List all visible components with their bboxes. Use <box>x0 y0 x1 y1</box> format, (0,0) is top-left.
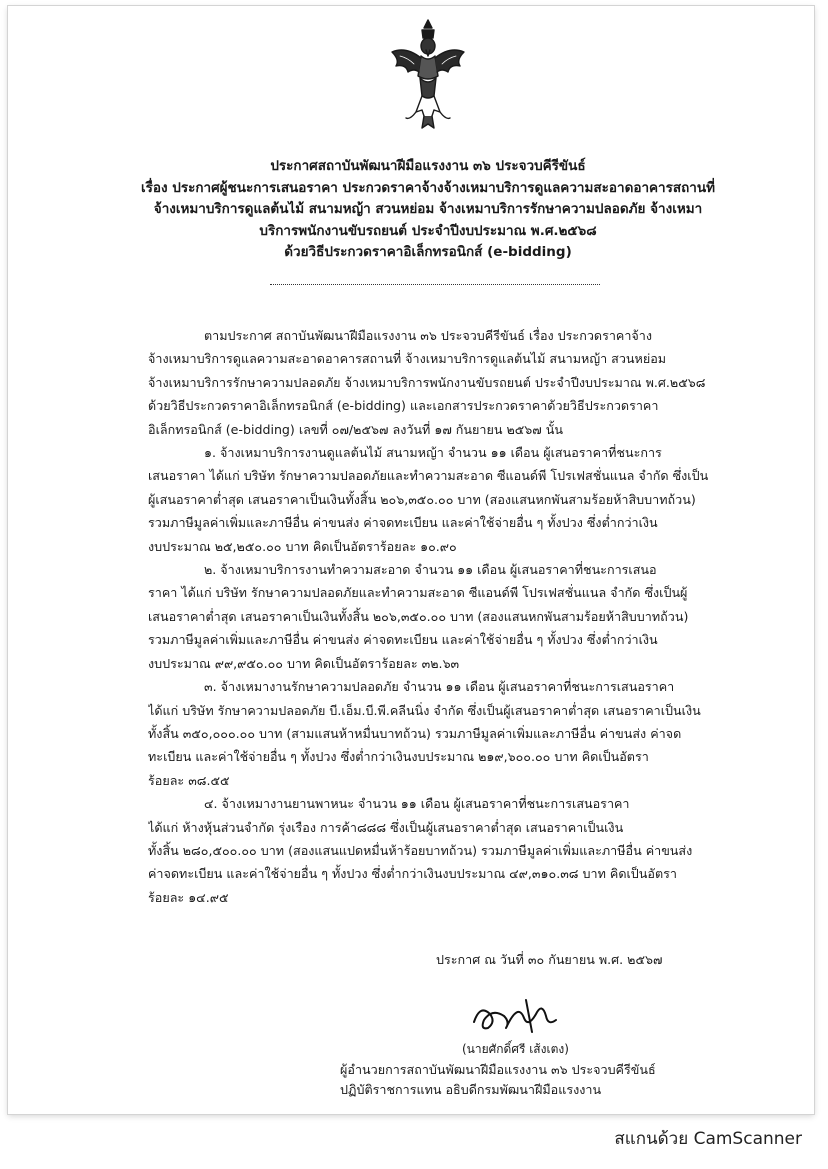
intro-paragraph <box>148 324 748 441</box>
camscanner-watermark: สแกนด้วย CamScanner <box>614 1129 802 1149</box>
body-line: ตามประกาศ สถาบันพัฒนาฝีมือแรงงาน ๓๖ ประจวบคีรีขันธ์ เรื่อง ประกวดราคาจ้าง <box>204 328 653 343</box>
body-line: ทั้งสิ้น ๓๕๐,๐๐๐.๐๐ บาท (สามแสนห้าหมื่นบาทถ้วน) รวมภาษีมูลค่าเพิ่มและภาษีอื่น ค่าขนส่ง ค่าจด <box>148 725 682 741</box>
signer-name: (นายศักดิ์ศรี เส้งเตง) <box>462 1042 569 1056</box>
announcement-body <box>148 324 748 909</box>
header-line: เรื่อง ประกาศผู้ชนะการเสนอราคา ประกวดราคาจ้างจ้างเหมาบริการดูแลความสะอาดอาคารสถานที่ <box>140 179 716 196</box>
item-paragraph <box>148 792 748 909</box>
body-line: ทั้งสิ้น ๒๘๐,๕๐๐.๐๐ บาท (สองแสนแปดหมื่นห้าร้อยบาทถ้วน) รวมภาษีมูลค่าเพิ่มและภาษีอื่น ค่าขนส่ง <box>148 842 693 858</box>
body-line: ๓. จ้างเหมางานรักษาความปลอดภัย จำนวน ๑๑ เดือน ผู้เสนอราคาที่ชนะการเสนอราคา <box>204 679 675 695</box>
body-line: รวมภาษีมูลค่าเพิ่มและภาษีอื่น ค่าขนส่ง ค่าจดทะเบียน และค่าใช้จ่ายอื่น ๆ ทั้งปวง ซึ่งต่ำกว่าเงิน <box>148 632 658 648</box>
announcement-date: ประกาศ ณ วันที่ ๓๐ กันยายน พ.ศ. ๒๕๖๗ <box>436 952 663 967</box>
body-line: ๑. จ้างเหมาบริการงานดูแลต้นไม้ สนามหญ้า จำนวน ๑๑ เดือน ผู้เสนอราคาที่ชนะการ <box>204 445 662 461</box>
body-line: งบประมาณ ๒๕,๒๕๐.๐๐ บาท คิดเป็นอัตราร้อยละ ๑๐.๙๐ <box>148 538 457 554</box>
document-sheet <box>8 6 814 1114</box>
body-line: จ้างเหมาบริการดูแลความสะอาดอาคารสถานที่ จ้างเหมาบริการดูแลต้นไม้ สนามหญ้า สวนหย่อม <box>148 351 667 367</box>
body-line: อิเล็กทรอนิกส์ (e-bidding) เลขที่ ๐๗/๒๕๖๗ ลงวันที่ ๑๗ กันยายน ๒๕๖๗ นั้น <box>148 421 563 437</box>
item-paragraph <box>148 441 748 558</box>
dotted-divider <box>270 284 600 285</box>
body-line: เสนอราคา ได้แก่ บริษัท รักษาความปลอดภัยและทำความสะอาด ซีแอนด์พี โปรเฟสชั่นแนล จำกัด ซึ่งเป็น <box>148 468 709 484</box>
body-line: ราคา ได้แก่ บริษัท รักษาความปลอดภัยและทำความสะอาด ซีแอนด์พี โปรเฟสชั่นแนล จำกัด ซึ่งเป็นผู้ <box>148 585 688 601</box>
signature-icon <box>466 992 576 1040</box>
signer-title-line: ผู้อำนวยการสถาบันพัฒนาฝีมือแรงงาน ๓๖ ประจวบคีรีขันธ์ <box>340 1062 656 1077</box>
body-line: จ้างเหมาบริการรักษาความปลอดภัย จ้างเหมาบริการพนักงานขับรถยนต์ ประจำปีงบประมาณ พ.ศ.๒๕๖๘ <box>148 374 706 390</box>
body-line: ๒. จ้างเหมาบริการงานทำความสะอาด จำนวน ๑๑ เดือน ผู้เสนอราคาที่ชนะการเสนอ <box>204 562 657 578</box>
body-line: ร้อยละ ๓๘.๕๕ <box>148 772 230 788</box>
signer-title-line: ปฏิบัติราชการแทน อธิบดีกรมพัฒนาฝีมือแรงงาน <box>340 1082 602 1097</box>
announcement-header <box>108 156 748 264</box>
body-line: ผู้เสนอราคาต่ำสุด เสนอราคาเป็นเงินทั้งสิ้น ๒๐๖,๓๕๐.๐๐ บาท (สองแสนหกพันสามร้อยห้าสิบบาทถ้วน) <box>148 491 696 507</box>
body-line: ได้แก่ บริษัท รักษาความปลอดภัย บี.เอ็ม.บี.พี.คลีนนิ่ง จำกัด ซึ่งเป็นผู้เสนอราคาต่ำสุด เสนอราคาเป็นเงิน <box>148 702 701 718</box>
body-line: ทะเบียน และค่าใช้จ่ายอื่น ๆ ทั้งปวง ซึ่งต่ำกว่าเงินงบประมาณ ๒๑๙,๖๐๐.๐๐ บาท คิดเป็นอัตรา <box>148 749 649 765</box>
header-line: บริการพนักงานขับรถยนต์ ประจำปีงบประมาณ พ.ศ.๒๕๖๘ <box>259 222 597 239</box>
signer-title <box>340 1060 770 1100</box>
body-line: ค่าจดทะเบียน และค่าใช้จ่ายอื่น ๆ ทั้งปวง ซึ่งต่ำกว่าเงินงบประมาณ ๔๙,๓๑๐.๓๘ บาท คิดเป็นอัตรา <box>148 866 677 882</box>
item-paragraph <box>148 558 748 675</box>
body-line: รวมภาษีมูลค่าเพิ่มและภาษีอื่น ค่าขนส่ง ค่าจดทะเบียน และค่าใช้จ่ายอื่น ๆ ทั้งปวง ซึ่งต่ำกว่าเงิน <box>148 515 658 531</box>
body-line: งบประมาณ ๙๙,๙๕๐.๐๐ บาท คิดเป็นอัตราร้อยละ ๓๒.๖๓ <box>148 655 460 671</box>
body-line: เสนอราคาต่ำสุด เสนอราคาเป็นเงินทั้งสิ้น ๒๐๖,๓๕๐.๐๐ บาท (สองแสนหกพันสามร้อยห้าสิบบาทถ้วน) <box>148 608 689 624</box>
item-paragraph <box>148 675 748 792</box>
header-line: ประกาศสถาบันพัฒนาฝีมือแรงงาน ๓๖ ประจวบคีรีขันธ์ <box>270 158 586 174</box>
body-line: ร้อยละ ๑๔.๙๕ <box>148 889 229 905</box>
body-line: ด้วยวิธีประกวดราคาอิเล็กทรอนิกส์ (e-bidding) และเอกสารประกวดราคาด้วยวิธีประกวดราคา <box>148 398 659 414</box>
body-line: ๔. จ้างเหมางานยานพาหนะ จำนวน ๑๑ เดือน ผู้เสนอราคาที่ชนะการเสนอราคา <box>204 796 630 812</box>
header-line: จ้างเหมาบริการดูแลต้นไม้ สนามหญ้า สวนหย่อม จ้างเหมาบริการรักษาความปลอดภัย จ้างเหมา <box>153 201 703 217</box>
garuda-emblem-icon <box>386 16 470 136</box>
body-line: ได้แก่ ห้างหุ้นส่วนจำกัด รุ่งเรือง การค้า๘๘๘ ซึ่งเป็นผู้เสนอราคาต่ำสุด เสนอราคาเป็นเงิน <box>148 819 624 835</box>
header-line: ด้วยวิธีประกวดราคาอิเล็กทรอนิกส์ (e-bidding) <box>284 244 572 260</box>
